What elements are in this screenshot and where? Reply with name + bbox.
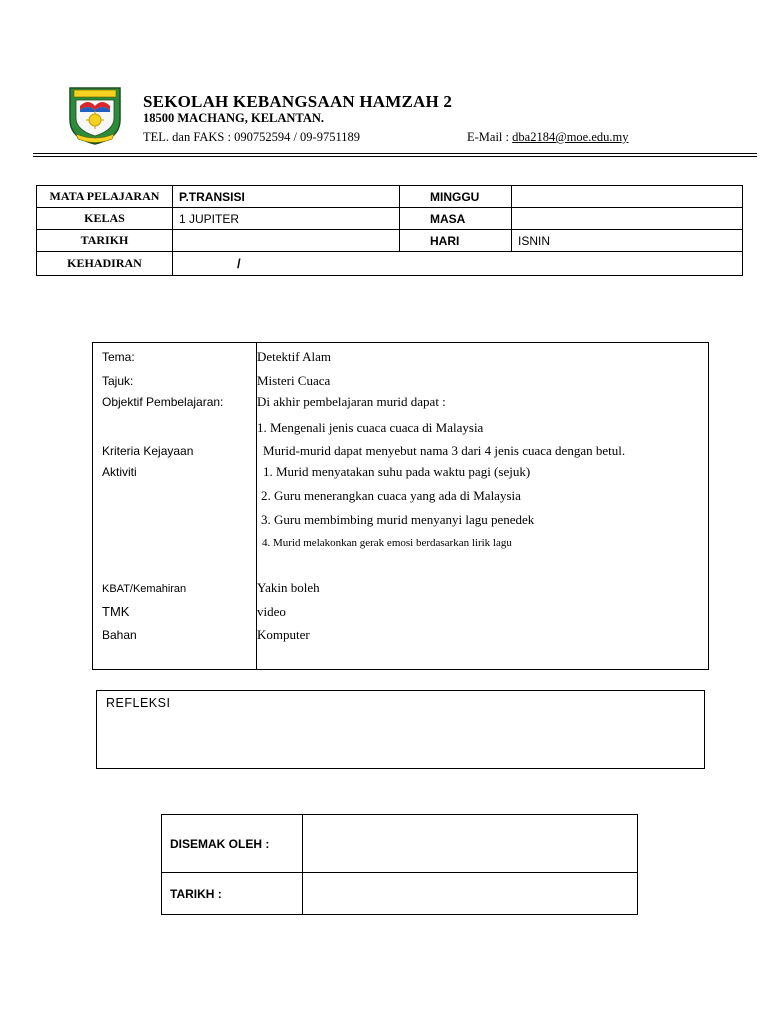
signoff-table	[161, 814, 638, 915]
objektif-intro: Di akhir pembelajaran murid dapat :	[257, 394, 446, 409]
tema-label: Tema:	[102, 350, 135, 364]
tema-value: Detektif Alam	[257, 349, 332, 364]
school-name: SEKOLAH KEBANGSAAN HAMZAH 2	[143, 92, 453, 111]
minggu-label: MINGGU	[400, 186, 512, 208]
refleksi-box	[96, 690, 705, 769]
kriteria-label: Kriteria Kejayaan	[102, 444, 194, 458]
disemak-value	[303, 815, 638, 873]
aktiviti-item: 4. Murid melakonkan gerak emosi berdasarkan lirik lagu	[262, 537, 512, 549]
tmk-value: video	[257, 604, 286, 619]
email-link[interactable]: dba2184@moe.edu.my	[512, 130, 629, 144]
lesson-plan-box	[92, 342, 709, 670]
kbat-label: KBAT/Kemahiran	[102, 583, 187, 595]
table-row	[162, 815, 638, 873]
kriteria-value: Murid-murid dapat menyebut nama 3 dari 4 jenis cuaca dengan betul.	[263, 443, 626, 458]
masa-label: MASA	[400, 208, 512, 230]
tarikh-label: TARIKH	[37, 230, 173, 252]
header-divider-2	[33, 156, 757, 157]
sign-tarikh-label: TARIKH :	[162, 873, 303, 915]
tajuk-label: Tajuk:	[102, 374, 134, 388]
kelas-value: 1 JUPITER	[173, 208, 400, 230]
tmk-label: TMK	[102, 604, 130, 619]
lesson-column-divider	[256, 342, 257, 670]
table-row	[162, 873, 638, 915]
aktiviti-item: 1. Murid menyatakan suhu pada waktu pagi (sejuk)	[263, 464, 531, 479]
kbat-value: Yakin boleh	[257, 580, 320, 595]
aktiviti-label: Aktiviti	[102, 465, 137, 479]
objektif-item: 1. Mengenali jenis cuaca cuaca di Malaysia	[257, 420, 484, 435]
kelas-label: KELAS	[37, 208, 173, 230]
school-email-line	[467, 130, 629, 145]
table-row	[37, 252, 743, 276]
masa-value	[512, 208, 743, 230]
kehadiran-value: /	[237, 256, 241, 271]
kehadiran-cell	[173, 252, 743, 276]
kehadiran-label: KEHADIRAN	[37, 252, 173, 276]
aktiviti-item: 3. Guru membimbing murid menyanyi lagu penedek	[261, 512, 535, 527]
tajuk-value: Misteri Cuaca	[257, 373, 331, 388]
disemak-label: DISEMAK OLEH :	[162, 815, 303, 873]
sign-tarikh-value	[303, 873, 638, 915]
bahan-label: Bahan	[102, 628, 137, 642]
mata-pelajaran-value: P.TRANSISI	[173, 186, 400, 208]
table-row	[37, 230, 743, 252]
header-divider	[33, 153, 757, 154]
minggu-value	[512, 186, 743, 208]
mata-pelajaran-label: MATA PELAJARAN	[37, 186, 173, 208]
aktiviti-item: 2. Guru menerangkan cuaca yang ada di Malaysia	[261, 488, 521, 503]
tarikh-value	[173, 230, 400, 252]
school-address: 18500 MACHANG, KELANTAN.	[143, 111, 325, 125]
table-row	[37, 186, 743, 208]
table-row	[37, 208, 743, 230]
bahan-value: Komputer	[257, 627, 310, 642]
refleksi-title: REFLEKSI	[106, 696, 171, 710]
lesson-info-table	[36, 185, 743, 276]
email-label: E-Mail :	[467, 130, 513, 144]
hari-label: HARI	[400, 230, 512, 252]
hari-value: ISNIN	[512, 230, 743, 252]
school-crest-icon	[68, 84, 122, 146]
school-tel-fax: TEL. dan FAKS : 090752594 / 09-9751189	[143, 130, 361, 144]
objektif-label: Objektif Pembelajaran:	[102, 395, 224, 409]
